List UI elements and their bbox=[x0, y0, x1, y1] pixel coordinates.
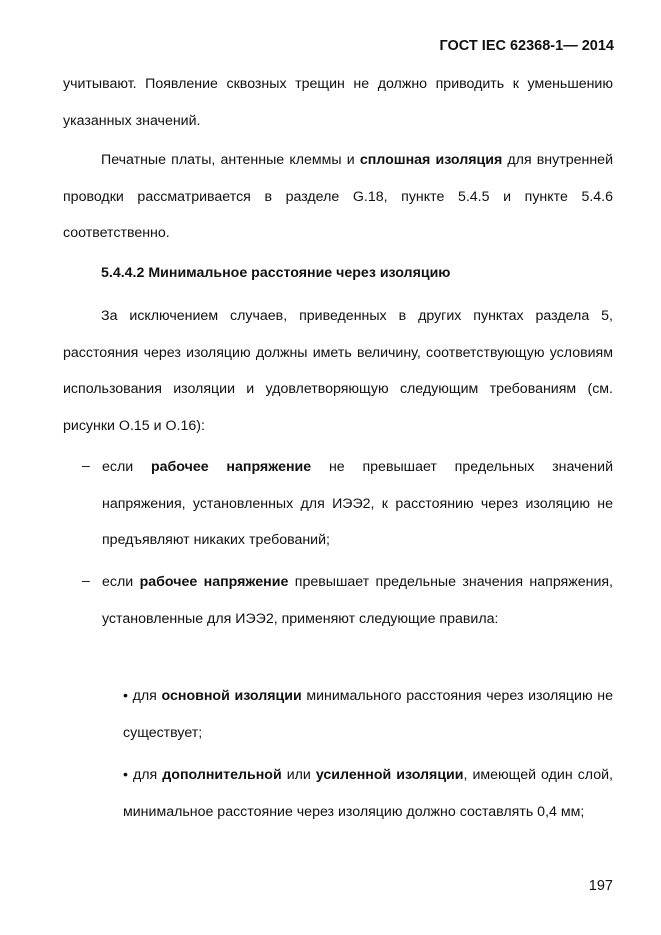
paragraph-2 bbox=[63, 142, 613, 252]
section-heading: 5.4.4.2 Минимальное расстояние через изоляцию bbox=[101, 265, 451, 281]
sub-item-1-text-b: минимального расстояния через изоляцию не существует; bbox=[123, 688, 614, 741]
paragraph-1: учитывают. Появление сквозных трещин не должно приводить к уменьшению указанных значений. bbox=[63, 76, 613, 129]
list-item-2-term: рабочее напряжение bbox=[139, 574, 289, 590]
list-item-1-text-a: если bbox=[102, 459, 151, 475]
paragraph-2-text-b: для внутренней проводки рассматривается в разделе G.18, пункте 5.4.5 и пункте 5.4.6 соответственно. bbox=[63, 152, 614, 241]
list-item-1-text-b: не превышает предельных значений напряжения, установленных для ИЭЭ2, к расстоянию через изоляцию не предъявляют никаких требований; bbox=[102, 459, 613, 548]
list-dash: – bbox=[82, 573, 90, 589]
page-number: 197 bbox=[588, 878, 613, 894]
list-item-2 bbox=[102, 564, 613, 637]
sub-item-2 bbox=[123, 757, 613, 830]
sub-item-1 bbox=[123, 678, 613, 751]
sub-item-2-term-b: усиленной изоляции bbox=[315, 767, 464, 783]
list-item-1 bbox=[102, 449, 613, 559]
list-item-2-text-a: если bbox=[102, 574, 140, 590]
document-header: ГОСТ IEC 62368-1— 2014 bbox=[439, 38, 614, 54]
sub-item-2-text-b: или bbox=[281, 767, 316, 783]
paragraph-3: За исключением случаев, приведенных в других пунктах раздела 5, расстояния через изоляцию должны иметь величину, соответствующую условиям использования изоляции и удовлетворяющую следующим требованиям (см. рисунки O.15 и O.16): bbox=[63, 308, 613, 434]
list-item-2-text-b: превышает предельные значения напряжения, установленные для ИЭЭ2, применяют следующие правила: bbox=[102, 574, 614, 627]
list-item-1-term: рабочее напряжение bbox=[150, 459, 312, 475]
sub-item-1-text-a: для bbox=[127, 688, 162, 704]
sub-item-2-text-c: , имеющей один слой, минимальное расстояние через изоляцию должно составлять 0,4 мм; bbox=[123, 767, 613, 820]
paragraph-2-text-a: Печатные платы, антенные клеммы и bbox=[101, 152, 360, 168]
bullet: • bbox=[123, 688, 128, 704]
list-dash: – bbox=[82, 458, 90, 474]
paragraph-2-term: сплошная изоляция bbox=[359, 152, 503, 168]
bullet: • bbox=[123, 767, 128, 783]
sub-item-1-term: основной изоляции bbox=[161, 688, 302, 704]
sub-item-2-term-a: дополнительной bbox=[162, 767, 282, 783]
sub-item-2-text-a: для bbox=[127, 767, 163, 783]
